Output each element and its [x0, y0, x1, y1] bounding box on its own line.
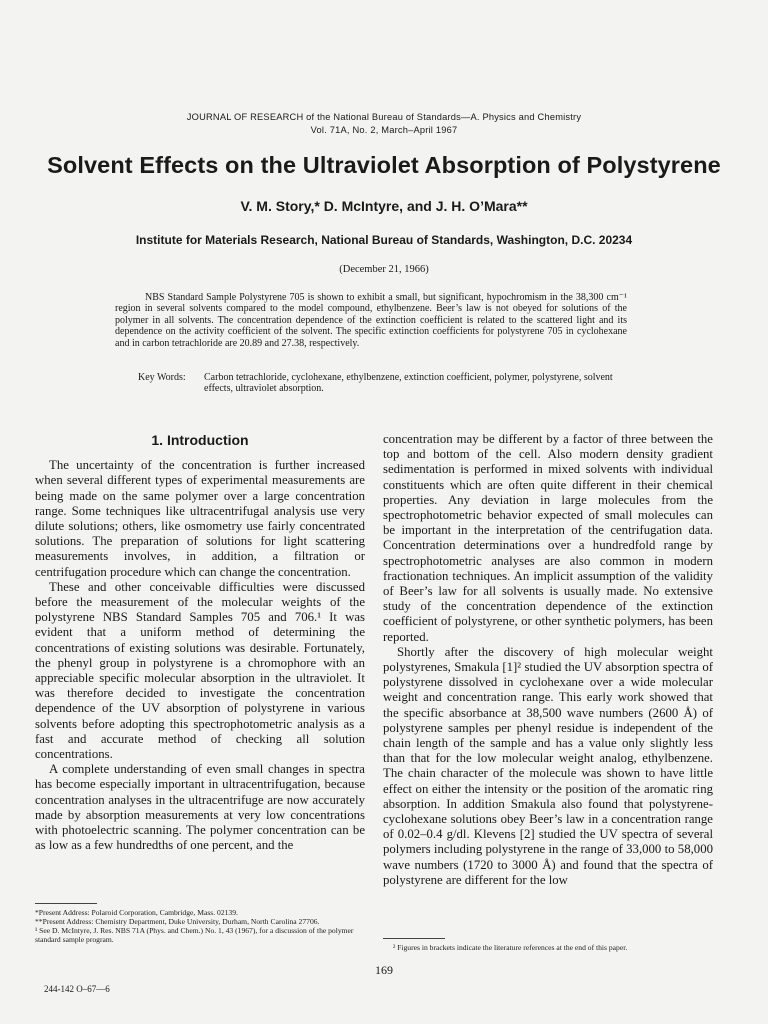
journal-line-1: JOURNAL OF RESEARCH of the National Bureau of Standards—A. Physics and Chemistry [186, 112, 582, 122]
article-title: Solvent Effects on the Ultraviolet Absorption of Polystyrene [47, 152, 721, 178]
section-heading: 1. Introduction [151, 432, 249, 448]
paragraph: A complete understanding of even small changes in spectra has become especially important in ultracentrifugation, because concentration analyses in the ultracentrifuge are now accurately made by absorption measurements at very low concentrations with photoelectric scanning. The polymer concentration can be as low as a few hundredths of one percent, and the [35, 762, 365, 853]
keywords-block [138, 372, 630, 395]
footnote: **Present Address: Chemistry Department, Duke University, Durham, North Carolina 27706. [35, 917, 320, 926]
paragraph: The uncertainty of the concentration is further increased when several different types of experimental measurements are being made on the same polymer over a large concentration range. Some techniques like ultracentrifugal analysis use very dilute solutions; others, like osmometry use fairly concentrated solutions. The preparation of solutions for light scattering measurements involves, in addition, a filtration or centrifugation procedure which can change the concentration. [35, 458, 365, 579]
affiliation: Institute for Materials Research, National Bureau of Standards, Washington, D.C. 20234 [135, 233, 633, 247]
page-number: 169 [375, 963, 393, 977]
right-column [383, 432, 713, 888]
print-code: 244-142 O–67—6 [44, 984, 110, 994]
footnote: ¹ See D. McIntyre, J. Res. NBS 71A (Phys. and Chem.) No. 1, 43 (1967), for a discussion of the polymer standard sample program. [35, 926, 354, 944]
footnote-rule [35, 903, 97, 904]
left-column [35, 432, 365, 853]
paragraph: Shortly after the discovery of high molecular weight polystyrenes, Smakula [1]² studied the UV absorption spectra of polystyrene dissolved in cyclohexane over a wide molecular weight and concentration range. This early work showed that the specific absorbance at 38,500 wave numbers (2600 Å) of polystyrene samples per phenyl residue is independent of the chain length of the sample and has a value only slightly less than that for the low molecular weight analog, ethylbenzene. The chain character of the molecule was shown to have little effect on either the intensity or the position of the aromatic ring absorption. In addition Smakula also found that polystyrene-cyclohexane solutions obey Beer’s law in a concentration range of 0.02–0.4 g/dl. Klevens [2] studied the UV spectra of several polymers including polystyrene in the range of 33,000 to 58,000 wave numbers (1720 to 3000 Å) and found that the spectra of polystyrene are different for the low [383, 644, 713, 887]
footnote: ² Figures in brackets indicate the literature references at the end of this paper. [393, 943, 628, 952]
abstract: NBS Standard Sample Polystyrene 705 is shown to exhibit a small, but significant, hypochromism in the 38,300 cm⁻¹ region in several solvents compared to the model compound, ethylbenzene. Beer’s law is not obeyed for solutions of the polymer in all solvents. The concentration dependence of the extinction coefficient is related to the scattered light and its dependence on the activity coefficient of the solvent. The specific extinction coefficients for polystyrene 705 in cyclohexane and in carbon tetrachloride are 20.89 and 27.38, respectively. [115, 292, 627, 349]
footnote-rule [383, 938, 445, 939]
journal-header [0, 111, 768, 137]
journal-line-2: Vol. 71A, No. 2, March–April 1967 [310, 125, 458, 135]
paragraph: concentration may be different by a factor of three between the top and bottom of the cell. Also modern density gradient sedimentation is performed in mixed solvents with individual constituents which are often quite different in their chemical properties. Any deviation in large molecules from the spectrophotometric behavior expected of small molecules can be important in the interpretation of the centrifugation data. Concentration determinations over a hundredfold range by spectrophotometric analyses are also common in modern fractionation techniques. An implicit assumption of the validity of Beer’s law for all solvents is usually made. No extensive study of the concentration dependence of the extinction coefficient of polystyrene, or other synthetic polymers, has been reported. [383, 432, 713, 644]
author-list: V. M. Story,* D. McIntyre, and J. H. O’Mara** [240, 198, 528, 214]
keywords-text: Carbon tetrachloride, cyclohexane, ethylbenzene, extinction coefficient, polymer, polystyrene, solvent effects, ultraviolet absorption. [204, 372, 613, 395]
footnotes-right [393, 943, 713, 952]
paragraph: These and other conceivable difficulties were discussed before the measurement of the molecular weights of the polystyrene NBS Standard Samples 705 and 706.¹ It was evident that a uniform method of determining the concentrations of existing solutions was desirable. Fortunately, the phenyl group in polystyrene is a chromophore with an appreciable specific molecular absorption in the ultraviolet. It was therefore decided to investigate the concentration dependence of the UV absorption of polystyrene in various solvents before adopting this spectrophotometric analysis as a fast and accurate method of checking all solution concentrations. [35, 579, 365, 762]
footnote: *Present Address: Polaroid Corporation, Cambridge, Mass. 02139. [35, 908, 238, 917]
received-date: (December 21, 1966) [339, 264, 429, 275]
footnotes-left [35, 908, 365, 944]
keywords-label: Key Words: [138, 372, 186, 383]
